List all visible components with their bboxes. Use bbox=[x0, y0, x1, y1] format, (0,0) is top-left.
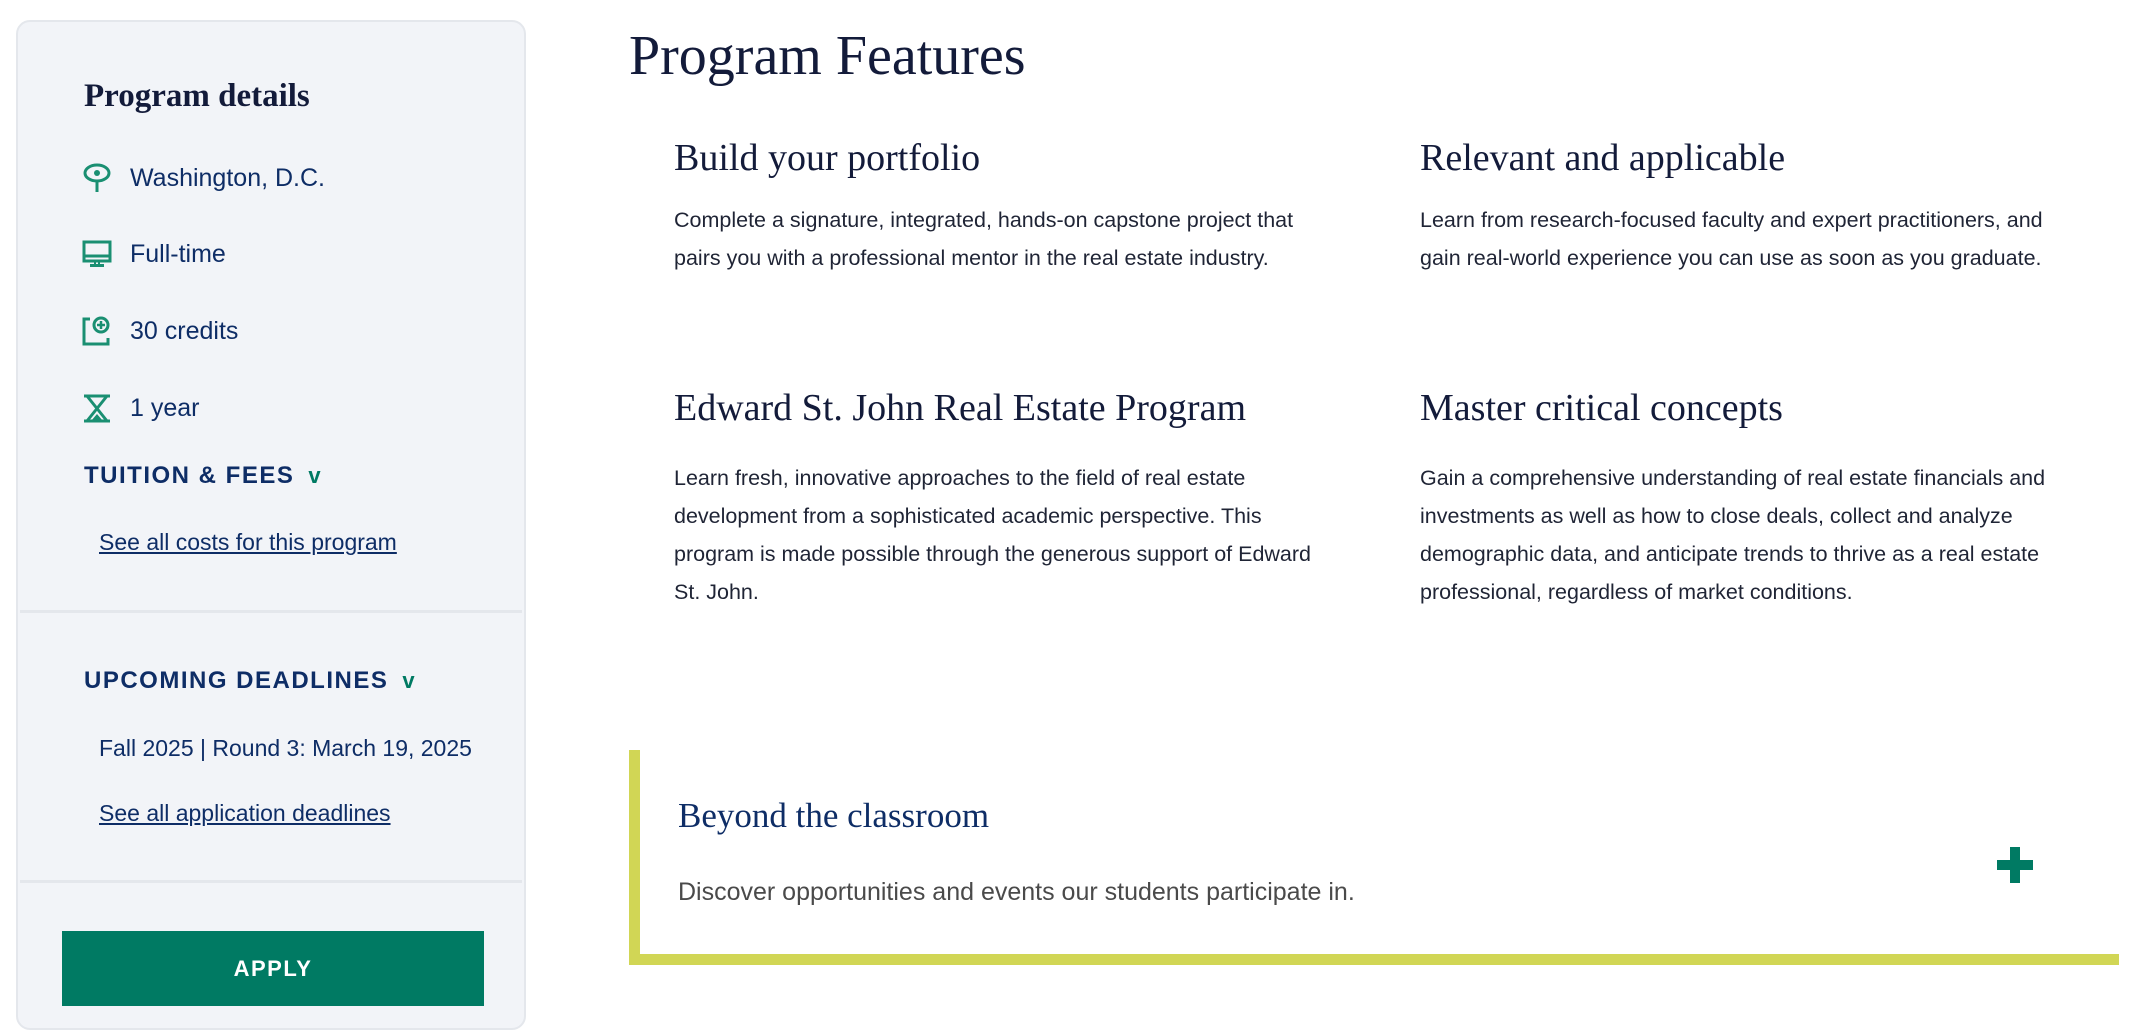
feature-relevant-applicable bbox=[1420, 132, 2060, 277]
page-title: Program Features bbox=[629, 25, 1026, 87]
deadline-item: Fall 2025 | Round 3: March 19, 2025 bbox=[99, 735, 472, 761]
deadlines-heading: UPCOMING DEADLINES bbox=[84, 667, 389, 694]
detail-label: 1 year bbox=[130, 393, 200, 422]
tuition-heading: TUITION & FEES bbox=[84, 462, 295, 489]
see-all-costs-link[interactable]: See all costs for this program bbox=[99, 529, 397, 555]
feature-body: Complete a signature, integrated, hands-on capstone project that pairs you with a professional mentor in the real estate industry. bbox=[674, 208, 1294, 270]
beyond-heading: Beyond the classroom bbox=[678, 796, 990, 835]
feature-heading: Relevant and applicable bbox=[1420, 137, 1786, 179]
feature-master-concepts bbox=[1420, 382, 2060, 611]
detail-label: 30 credits bbox=[130, 316, 239, 345]
plus-icon[interactable] bbox=[1995, 845, 2035, 885]
detail-label: Washington, D.C. bbox=[130, 163, 325, 192]
chevron-down-icon: v bbox=[402, 668, 417, 693]
divider bbox=[20, 880, 522, 883]
detail-schedule bbox=[82, 236, 226, 272]
location-pin-icon bbox=[82, 163, 112, 193]
beyond-classroom-accordion[interactable] bbox=[629, 750, 2119, 965]
divider bbox=[20, 610, 522, 613]
feature-body: Learn fresh, innovative approaches to the field of real estate development from a sophisticated academic perspective. This program is made possible through the generous support of Edward St. John. bbox=[674, 466, 1312, 604]
hourglass-icon bbox=[82, 393, 112, 423]
upcoming-deadlines-toggle[interactable] bbox=[84, 667, 416, 695]
chevron-down-icon: v bbox=[308, 463, 323, 488]
program-details-card bbox=[16, 20, 526, 1030]
feature-body: Learn from research-focused faculty and expert practitioners, and gain real-world experience you can use as soon as you graduate. bbox=[1420, 208, 2043, 270]
card-title: Program details bbox=[84, 78, 310, 114]
apply-button[interactable]: APPLY bbox=[62, 931, 484, 1006]
monitor-icon bbox=[82, 239, 112, 269]
feature-edward-st-john bbox=[674, 382, 1314, 611]
detail-location bbox=[82, 160, 325, 196]
detail-label: Full-time bbox=[130, 239, 226, 268]
beyond-body: Discover opportunities and events our students participate in. bbox=[678, 878, 1355, 906]
feature-heading: Build your portfolio bbox=[674, 137, 981, 179]
feature-build-portfolio bbox=[674, 132, 1314, 277]
tuition-fees-toggle[interactable] bbox=[84, 462, 322, 490]
credits-icon bbox=[82, 316, 112, 346]
feature-heading: Edward St. John Real Estate Program bbox=[674, 387, 1247, 429]
feature-body: Gain a comprehensive understanding of real estate financials and investments as well as how to close deals, collect and analyze demographic data, and anticipate trends to thrive as a real estate professional, regardless of market conditions. bbox=[1420, 466, 2046, 604]
detail-credits bbox=[82, 313, 238, 349]
feature-heading: Master critical concepts bbox=[1420, 387, 1783, 429]
detail-duration bbox=[82, 390, 199, 426]
see-all-deadlines-link[interactable]: See all application deadlines bbox=[99, 800, 391, 826]
